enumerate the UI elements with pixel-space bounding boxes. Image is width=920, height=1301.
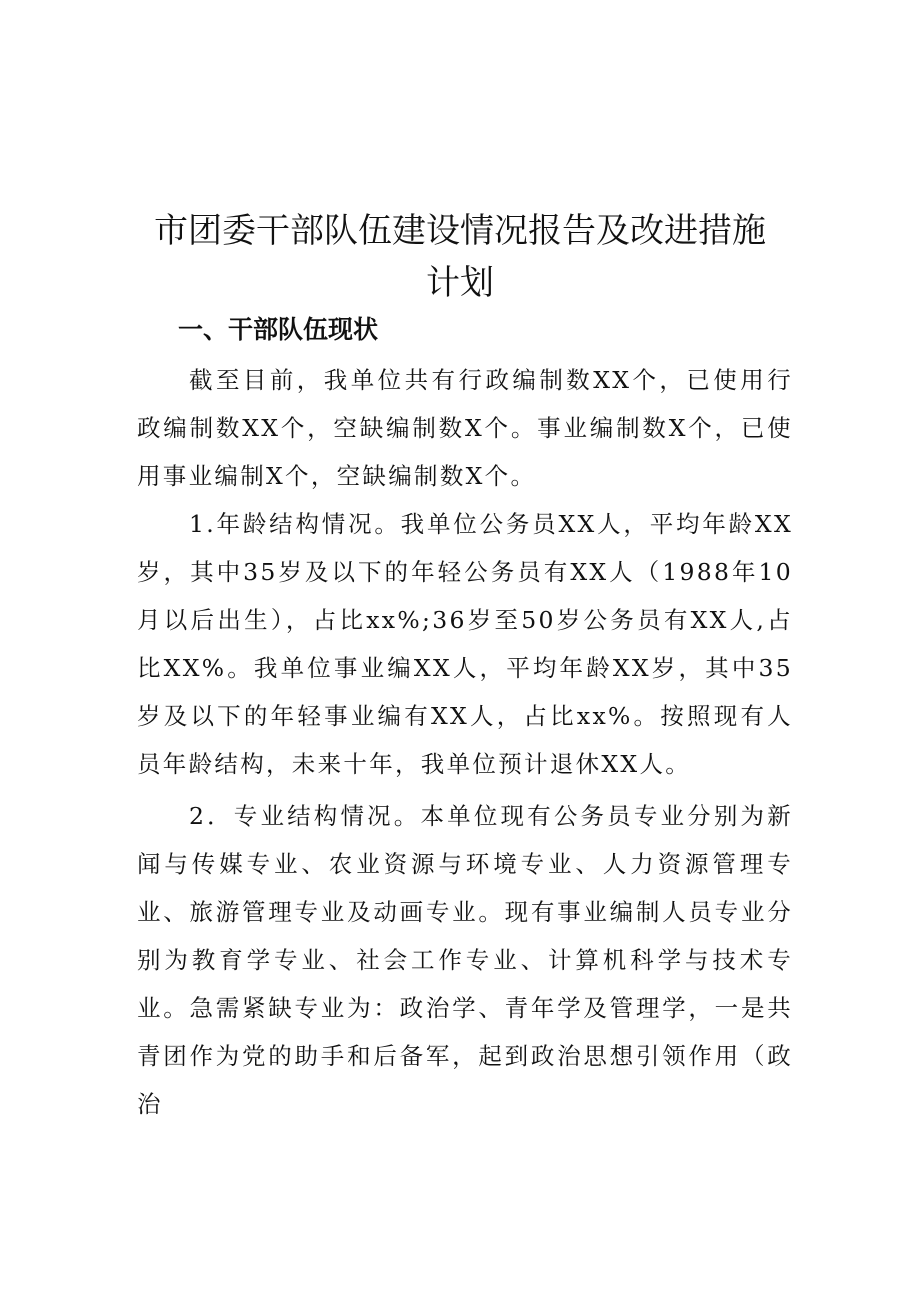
paragraph-staffing-overview: 截至目前，我单位共有行政编制数XX个，已使用行政编制数XX个，空缺编制数X个。事业编制数X个，已使用事业编制X个，空缺编制数X个。 — [137, 366, 793, 490]
title-line-1: 市团委干部队伍建设情况报告及改进措施 — [154, 211, 766, 251]
document-title — [100, 205, 820, 309]
paragraph-age-structure: 1.年龄结构情况。我单位公务员XX人，平均年龄XX岁，其中35岁及以下的年轻公务员有XX人（1988年10月以后出生），占比xx%;36岁至50岁公务员有XX人,占比XX%。我单位事业编XX人，平均年龄XX岁，其中35岁及以下的年轻事业编有XX人，占比xx%。按照现有人员年龄结构，未来十年，我单位预计退休XX人。 — [137, 510, 793, 778]
paragraph-professional-structure: 2．专业结构情况。本单位现有公务员专业分别为新闻与传媒专业、农业资源与环境专业、人力资源管理专业、旅游管理专业及动画专业。现有事业编制人员专业分别为教育学专业、社会工作专业、计算机科学与技术专业。急需紧缺专业为：政治学、青年学及管理学，一是共青团作为党的助手和后备军，起到政治思想引领作用（政治 — [137, 802, 793, 1118]
title-line-2: 计划 — [426, 263, 494, 303]
section-heading: 一、干部队伍现状 — [178, 315, 379, 344]
